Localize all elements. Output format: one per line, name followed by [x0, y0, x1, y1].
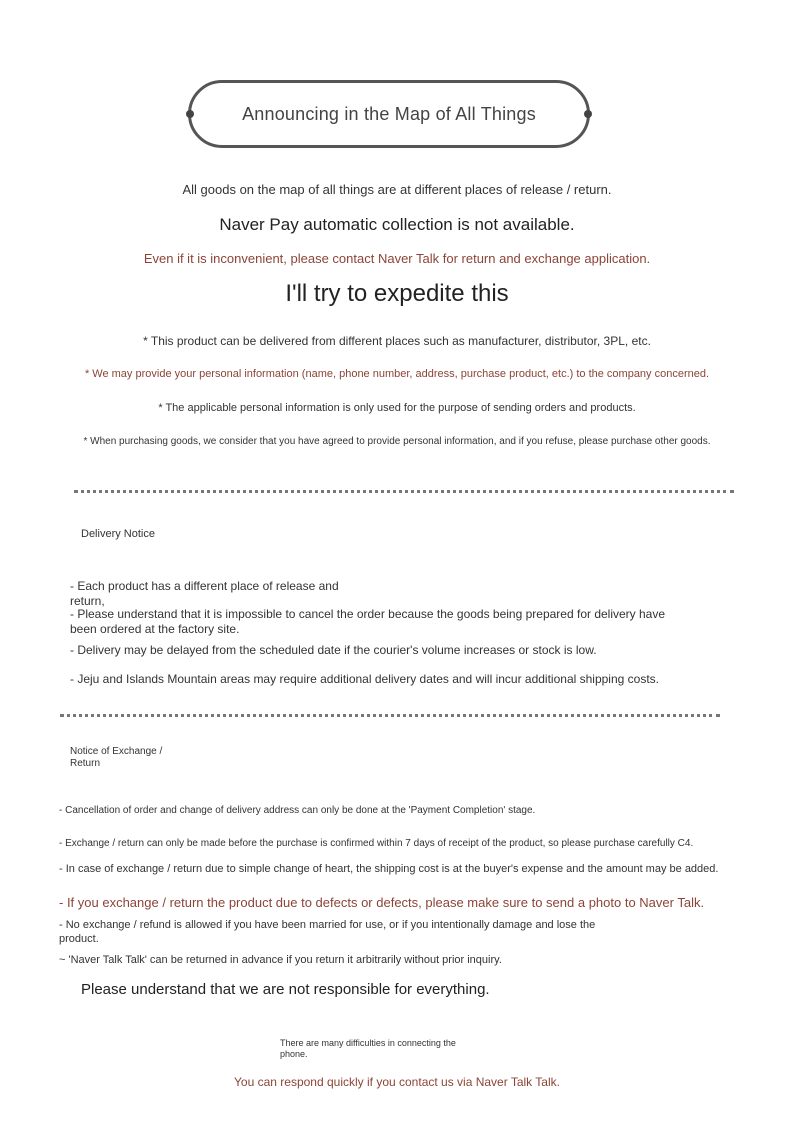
note-personal-info: * We may provide your personal information (name, phone number, address, purchase product, etc.) to the company concerned. [84, 368, 710, 380]
exchange-item: - In case of exchange / return due to simple change of heart, the shipping cost is at the buyer's expense and the amount may be added. [59, 863, 719, 875]
dotted-divider [60, 714, 720, 717]
exchange-closing: Please understand that we are not responsible for everything. [81, 981, 490, 998]
footer-phone-note: There are many difficulties in connecting the phone. [280, 1038, 456, 1059]
delivery-item: - Each product has a different place of release and return, [70, 579, 339, 608]
page-title: Announcing in the Map of All Things [242, 103, 536, 124]
delivery-item: - Please understand that it is impossible to cancel the order because the goods being prepared for delivery have been ordered at the factory site. [70, 607, 666, 636]
exchange-item: - Cancellation of order and change of delivery address can only be done at the 'Payment Completion' stage. [59, 805, 536, 816]
delivery-item: - Delivery may be delayed from the scheduled date if the courier's volume increases or stock is low. [70, 643, 597, 657]
exchange-item: ~ 'Naver Talk Talk' can be returned in advance if you return it arbitrarily without prior inquiry. [59, 954, 502, 966]
note-consent: * When purchasing goods, we consider that you have agreed to provide personal information, and if you refuse, please purchase other goods. [83, 436, 711, 447]
delivery-item: - Jeju and Islands Mountain areas may require additional delivery dates and will incur additional shipping costs. [70, 672, 659, 686]
note-info-usage: * The applicable personal information is only used for the purpose of sending orders and products. [158, 402, 636, 414]
delivery-notice-title: Delivery Notice [81, 528, 155, 540]
exchange-item: - Exchange / return can only be made before the purchase is confirmed within 7 days of receipt of the product, so please purchase carefully C4. [59, 838, 694, 849]
exchange-item-photo: - If you exchange / return the product due to defects or defects, please make sure to send a photo to Naver Talk. [59, 895, 705, 910]
exchange-notice-title: Notice of Exchange / Return [70, 746, 163, 769]
exchange-item: - No exchange / refund is allowed if you have been married for use, or if you intentionally damage and lose the product. [59, 919, 596, 945]
note-delivery-places: * This product can be delivered from different places such as manufacturer, distributor, 3PL, etc. [143, 334, 651, 348]
intro-line-release: All goods on the map of all things are at different places of release / return. [182, 182, 612, 197]
frame-dot-left [186, 110, 194, 118]
frame-dot-right [584, 110, 592, 118]
intro-line-expedite: I'll try to expedite this [285, 280, 509, 307]
dotted-divider [74, 490, 734, 493]
footer-contact-line: You can respond quickly if you contact us via Naver Talk Talk. [234, 1075, 560, 1089]
intro-line-naver-pay: Naver Pay automatic collection is not available. [219, 215, 575, 234]
intro-line-contact: Even if it is inconvenient, please contact Naver Talk for return and exchange application. [143, 251, 651, 266]
announcement-title-frame [188, 80, 590, 148]
